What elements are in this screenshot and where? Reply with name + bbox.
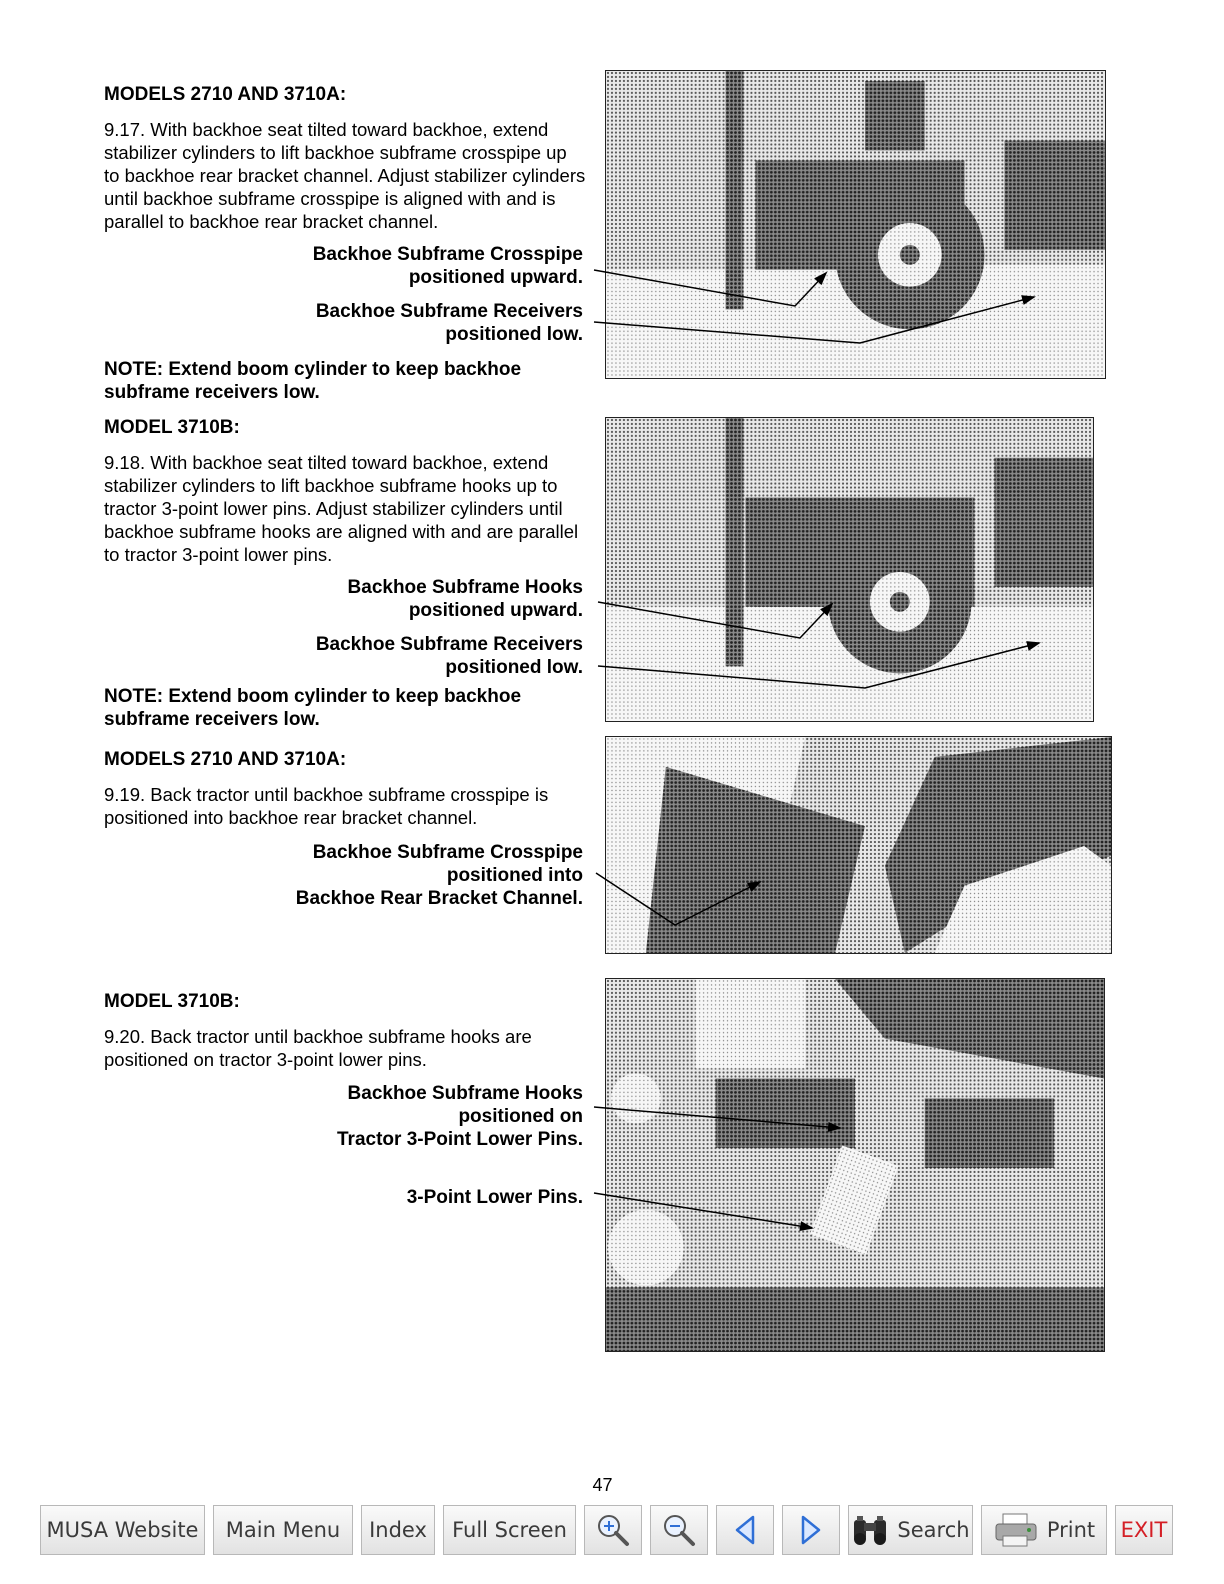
callout-receivers-low-2: Backhoe Subframe Receivers positioned low. xyxy=(315,634,583,678)
section-heading: MODELS 2710 AND 3710A: xyxy=(104,749,347,770)
print-label: Print xyxy=(1046,1518,1096,1542)
binoculars-icon xyxy=(851,1514,889,1546)
exit-button[interactable]: EXIT xyxy=(1115,1505,1173,1555)
section-heading: MODEL 3710B: xyxy=(104,991,240,1012)
index-button[interactable]: Index xyxy=(361,1505,435,1555)
photo-crosspipe-upward xyxy=(605,70,1106,379)
instruction-paragraph: 9.17. With backhoe seat tilted toward backhoe, extend stabilizer cylinders to lift backhoe subframe crosspipe up to backhoe rear bracket channel. Adjust stabilizer cylinders until backhoe subframe crosspipe is aligned with and is parallel to backhoe rear bracket channel. xyxy=(104,119,586,232)
photo-hooks-upward xyxy=(605,417,1094,722)
left-arrow-icon xyxy=(733,1514,757,1546)
photo-hooks-on-pins xyxy=(605,978,1105,1352)
section-heading: MODEL 3710B: xyxy=(104,417,240,438)
callout-lower-pins: 3-Point Lower Pins. xyxy=(406,1187,583,1208)
section-9-19 xyxy=(104,748,586,829)
navigation-toolbar xyxy=(0,1505,1224,1555)
printer-icon xyxy=(993,1512,1039,1548)
callout-hooks-on-pins: Backhoe Subframe Hooks positioned on Tractor 3-Point Lower Pins. xyxy=(337,1083,583,1150)
previous-page-button[interactable] xyxy=(716,1505,774,1555)
zoom-in-icon xyxy=(596,1513,630,1547)
next-page-button[interactable] xyxy=(782,1505,840,1555)
callout-hooks-upward: Backhoe Subframe Hooks positioned upward. xyxy=(347,577,583,621)
zoom-in-button[interactable] xyxy=(584,1505,642,1555)
zoom-out-icon xyxy=(662,1513,696,1547)
callout-crosspipe-into-channel: Backhoe Subframe Crosspipe positioned into Backhoe Rear Bracket Channel. xyxy=(295,842,583,909)
search-button[interactable] xyxy=(848,1505,973,1555)
instruction-paragraph: 9.18. With backhoe seat tilted toward backhoe, extend stabilizer cylinders to lift backhoe subframe hooks up to tractor 3-point lower pins. Adjust stabilizer cylinders until backhoe subframe hooks are aligned with and are parallel to tractor 3-point lower pins. xyxy=(104,452,579,565)
print-button[interactable] xyxy=(981,1505,1107,1555)
callout-receivers-low: Backhoe Subframe Receivers positioned low. xyxy=(315,301,583,345)
search-label: Search xyxy=(897,1518,970,1542)
section-heading: MODELS 2710 AND 3710A: xyxy=(104,84,347,105)
section-9-20 xyxy=(104,990,586,1071)
callout-crosspipe-upward: Backhoe Subframe Crosspipe positioned upward. xyxy=(312,244,583,288)
main-menu-button[interactable]: Main Menu xyxy=(213,1505,353,1555)
page-number: 47 xyxy=(592,1475,613,1495)
section-9-17 xyxy=(104,83,586,233)
full-screen-button[interactable]: Full Screen xyxy=(443,1505,576,1555)
note-boom-cylinder-2: NOTE: Extend boom cylinder to keep backhoe subframe receivers low. xyxy=(104,686,522,730)
section-9-18 xyxy=(104,416,586,566)
instruction-paragraph: 9.20. Back tractor until backhoe subframe hooks are positioned on tractor 3-point lower pins. xyxy=(104,1026,532,1070)
musa-website-button[interactable]: MUSA Website xyxy=(40,1505,205,1555)
note-boom-cylinder: NOTE: Extend boom cylinder to keep backhoe subframe receivers low. xyxy=(104,359,522,403)
zoom-out-button[interactable] xyxy=(650,1505,708,1555)
photo-crosspipe-into-channel xyxy=(605,736,1112,954)
instruction-paragraph: 9.19. Back tractor until backhoe subframe crosspipe is positioned into backhoe rear bracket channel. xyxy=(104,784,549,828)
right-arrow-icon xyxy=(799,1514,823,1546)
